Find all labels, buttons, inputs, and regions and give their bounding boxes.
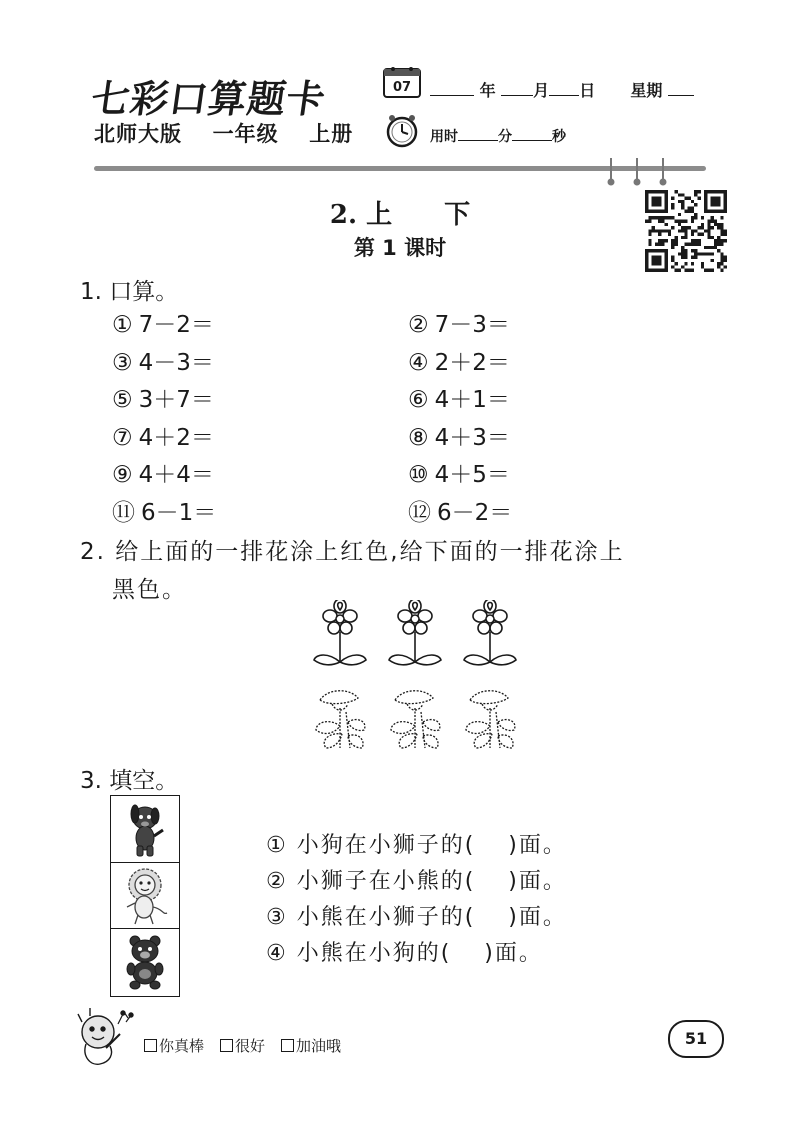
- rating-label: 你真棒: [159, 1037, 205, 1055]
- calc-index: ①: [112, 312, 133, 338]
- animal-cell-lion: [111, 862, 179, 929]
- rating-option[interactable]: [220, 1037, 265, 1055]
- weekday-label: 星期: [630, 81, 663, 100]
- second-blank[interactable]: [512, 128, 552, 141]
- flower-top-2[interactable]: [389, 600, 441, 665]
- day-label: 日: [579, 81, 596, 100]
- calc-expression: 3＋7＝: [138, 387, 214, 413]
- calc-item[interactable]: [408, 419, 510, 452]
- dog-icon: [111, 796, 179, 862]
- calc-expression: 4＋4＝: [138, 462, 214, 488]
- lesson-subtitle: 第 1 课时: [353, 236, 447, 260]
- mascot-icon: [70, 1004, 140, 1074]
- calc-expression: 4＋5＝: [434, 462, 510, 488]
- calc-item[interactable]: [112, 306, 214, 339]
- calc-index: ⑧: [408, 424, 429, 451]
- q2-line-2: 黑色。: [112, 577, 187, 603]
- calc-index: ⑫: [408, 499, 431, 526]
- calc-expression: 6－2＝: [437, 499, 513, 526]
- fill-item[interactable]: ③ 小熊在小狮子的( )面。: [266, 905, 567, 930]
- rating-label: 很好: [235, 1037, 266, 1055]
- calc-index: ⑪: [112, 499, 135, 526]
- calc-index: ②: [408, 312, 429, 338]
- calc-index: ⑤: [112, 387, 133, 413]
- lesson-title: 2. 上 下: [329, 200, 471, 230]
- rating-checkbox[interactable]: [220, 1039, 233, 1052]
- clock-icon: [385, 114, 419, 148]
- q1-heading: 1. 口算。: [80, 279, 179, 305]
- fill-item[interactable]: ② 小狮子在小熊的( )面。: [266, 869, 567, 894]
- flower-row-top: [314, 600, 516, 665]
- calc-item[interactable]: [408, 381, 510, 414]
- self-rating-options: [144, 1035, 357, 1056]
- calc-index: ⑨: [112, 462, 133, 488]
- month-label: 月: [533, 81, 550, 100]
- q2-instructions: [80, 533, 730, 609]
- flower-rows-illustration: [300, 600, 540, 760]
- calc-expression: 4＋3＝: [434, 424, 510, 451]
- calc-expression: 4－3＝: [138, 349, 214, 376]
- flower-bottom-3[interactable]: [466, 691, 515, 748]
- rating-label: 加油哦: [296, 1037, 342, 1055]
- calc-index: ⑥: [408, 387, 429, 413]
- animal-cell-bear: [111, 928, 179, 995]
- calc-item[interactable]: [112, 381, 214, 414]
- weekday-blank[interactable]: [668, 81, 694, 96]
- calc-expression: 6－1＝: [141, 499, 217, 526]
- minute-label: 分: [498, 129, 512, 145]
- calc-item[interactable]: [112, 494, 216, 527]
- flower-bottom-2[interactable]: [391, 691, 440, 748]
- page-number: 51: [668, 1020, 724, 1058]
- bear-icon: [111, 929, 179, 995]
- q3-heading: 3. 填空。: [80, 768, 179, 794]
- day-blank[interactable]: [549, 81, 579, 96]
- calc-item[interactable]: [408, 344, 510, 377]
- calc-item[interactable]: [408, 306, 510, 339]
- flower-row-bottom: [316, 691, 515, 748]
- flower-top-1[interactable]: [314, 600, 366, 665]
- time-fields: [430, 126, 566, 146]
- fill-item[interactable]: ④ 小熊在小狗的( )面。: [266, 941, 543, 966]
- flower-bottom-1[interactable]: [316, 691, 365, 748]
- qr-code[interactable]: [645, 190, 727, 272]
- year-blank[interactable]: [430, 81, 474, 96]
- calc-item[interactable]: [112, 456, 214, 489]
- calc-index: ⑩: [408, 462, 429, 488]
- calc-expression: 7－2＝: [138, 312, 214, 338]
- flower-top-3[interactable]: [464, 600, 516, 665]
- lion-icon: [111, 863, 179, 929]
- q2-line-1: 2. 给上面的一排花涂上红色,给下面的一排花涂上: [80, 539, 625, 565]
- date-fields: [430, 78, 694, 101]
- calendar-day: 07: [392, 80, 412, 95]
- calc-index: ④: [408, 349, 429, 376]
- grade: 一年级: [212, 122, 279, 146]
- calc-expression: 4＋1＝: [434, 387, 510, 413]
- year-label: 年: [479, 81, 496, 100]
- calc-item[interactable]: [408, 494, 512, 527]
- calc-expression: 2＋2＝: [434, 349, 510, 376]
- fill-item[interactable]: ① 小狗在小狮子的( )面。: [266, 833, 567, 858]
- calc-item[interactable]: [112, 344, 214, 377]
- rating-checkbox[interactable]: [144, 1039, 157, 1052]
- binder-rings-icon: [602, 156, 672, 186]
- rating-option[interactable]: [281, 1037, 341, 1055]
- animal-cell-dog: [111, 796, 179, 862]
- calc-item[interactable]: [112, 419, 214, 452]
- calc-expression: 7－3＝: [434, 312, 510, 338]
- time-label: 用时: [430, 129, 458, 145]
- edition-line: [94, 118, 353, 148]
- rating-option[interactable]: [144, 1037, 204, 1055]
- calc-index: ③: [112, 349, 133, 376]
- minute-blank[interactable]: [458, 128, 498, 141]
- edition: 北师大版: [94, 122, 182, 146]
- rating-checkbox[interactable]: [281, 1039, 294, 1052]
- month-blank[interactable]: [501, 81, 533, 96]
- calc-expression: 4＋2＝: [138, 424, 214, 451]
- second-label: 秒: [552, 129, 566, 145]
- animal-stack: [110, 795, 180, 997]
- volume: 上册: [309, 122, 354, 146]
- calendar-icon: [383, 66, 421, 98]
- brand-title: 七彩口算题卡: [88, 76, 329, 121]
- calc-index: ⑦: [112, 424, 133, 451]
- calc-item[interactable]: [408, 456, 510, 489]
